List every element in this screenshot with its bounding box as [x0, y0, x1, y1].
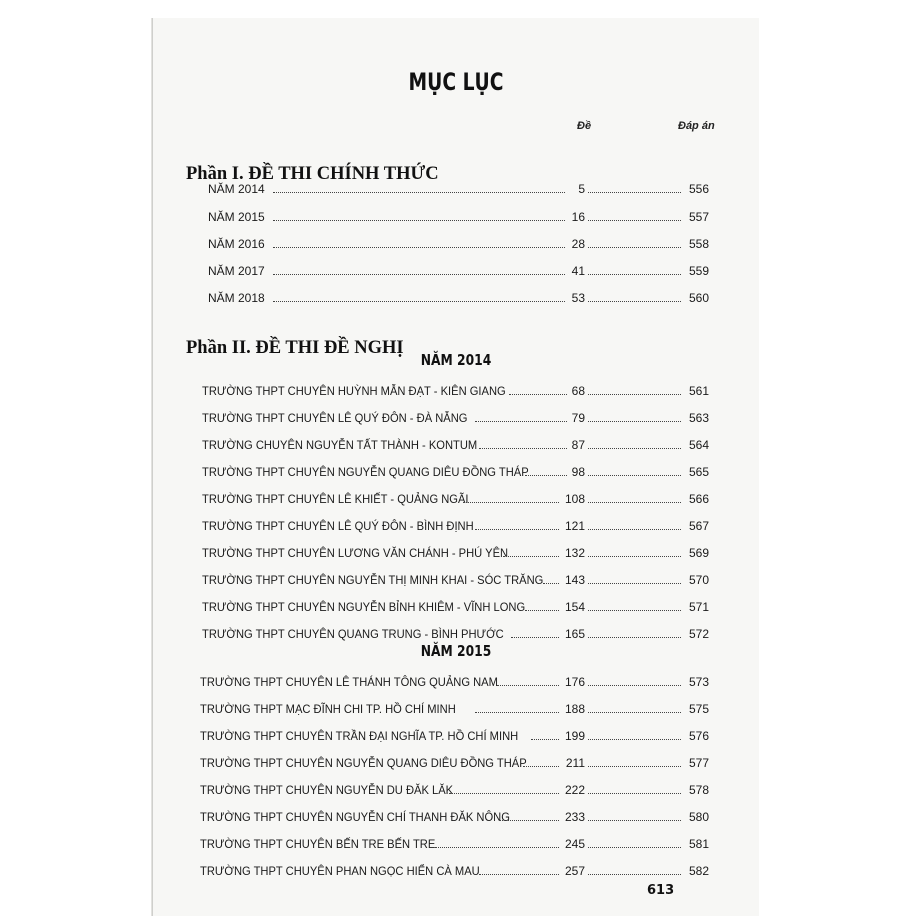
toc-row-de: 98 — [571, 465, 585, 479]
toc-row-dap-an: 563 — [688, 411, 709, 425]
column-header-de: Đề — [577, 120, 592, 132]
part2-heading: Phần II. ĐỀ THI ĐỀ NGHỊ — [186, 338, 404, 358]
toc-row — [153, 544, 759, 560]
toc-row-dap-an: 560 — [688, 291, 709, 305]
toc-row-label: NĂM 2018 — [208, 291, 265, 305]
dot-leader — [479, 874, 559, 875]
toc-row-dap-an: 582 — [688, 864, 709, 878]
toc-row-label: NĂM 2016 — [208, 237, 265, 251]
toc-row-label: TRƯỜNG THPT CHUYÊN BẾN TRE BẾN TRE — [200, 837, 436, 851]
dot-leader — [588, 583, 681, 584]
toc-row-de: 121 — [564, 519, 585, 533]
toc-row-de: 53 — [571, 291, 585, 305]
toc-row — [153, 262, 759, 278]
dot-leader — [525, 475, 567, 476]
dot-leader — [509, 394, 567, 395]
toc-row-label: TRƯỜNG THPT CHUYÊN PHAN NGỌC HIỂN CÀ MAU — [200, 864, 480, 878]
dot-leader — [588, 220, 681, 221]
toc-row — [153, 409, 759, 425]
toc-row-dap-an: 559 — [688, 264, 709, 278]
dot-leader — [588, 610, 681, 611]
toc-row-dap-an: 573 — [688, 675, 709, 689]
toc-row-label: TRƯỜNG THPT MẠC ĐĨNH CHI TP. HỒ CHÍ MINH — [200, 702, 456, 716]
dot-leader — [588, 274, 681, 275]
toc-row — [153, 436, 759, 452]
toc-row-label: TRƯỜNG THPT CHUYÊN LƯƠNG VĂN CHÁNH - PHÚ YÊN — [202, 546, 509, 560]
toc-row — [153, 673, 759, 689]
toc-row-dap-an: 576 — [688, 729, 709, 743]
toc-row-de: 87 — [571, 438, 585, 452]
toc-row-de: 245 — [564, 837, 585, 851]
toc-row-label: TRƯỜNG THPT CHUYÊN TRẦN ĐẠI NGHĨA TP. HỒ CHÍ MINH — [200, 729, 519, 743]
toc-row-dap-an: 564 — [688, 438, 709, 452]
dot-leader — [588, 529, 681, 530]
dot-leader — [475, 421, 567, 422]
toc-row-label: NĂM 2015 — [208, 210, 265, 224]
book-page — [152, 18, 759, 916]
toc-row-label: NĂM 2014 — [208, 182, 265, 196]
toc-row-label: TRƯỜNG THPT CHUYÊN NGUYỄN DU ĐĂK LĂK — [200, 783, 454, 797]
toc-row — [153, 625, 759, 641]
toc-row-label: TRƯỜNG THPT CHUYÊN QUANG TRUNG - BÌNH PHƯỚC — [202, 627, 504, 641]
toc-row-dap-an: 566 — [688, 492, 709, 506]
dot-leader — [588, 247, 681, 248]
toc-row-dap-an: 570 — [688, 573, 709, 587]
dot-leader — [588, 448, 681, 449]
toc-row-de: 5 — [578, 182, 585, 196]
toc-row-de: 68 — [571, 384, 585, 398]
toc-row — [153, 598, 759, 614]
toc-row — [153, 781, 759, 797]
dot-leader — [479, 448, 567, 449]
toc-row-de: 41 — [571, 264, 585, 278]
toc-row — [153, 382, 759, 398]
toc-row-dap-an: 557 — [688, 210, 709, 224]
toc-row-dap-an: 561 — [688, 384, 709, 398]
dot-leader — [588, 394, 681, 395]
toc-row-label: TRƯỜNG THPT CHUYÊN NGUYỄN QUANG DIÊU ĐỒNG THÁP — [200, 756, 527, 770]
toc-row — [153, 754, 759, 770]
toc-row-label: TRƯỜNG THPT CHUYÊN NGUYỄN THỊ MINH KHAI - SÓC TRĂNG — [202, 573, 544, 587]
dot-leader — [588, 637, 681, 638]
dot-leader — [499, 820, 559, 821]
toc-row-label: TRƯỜNG THPT CHUYÊN NGUYỄN QUANG DIÊU ĐỒNG THÁP — [202, 465, 529, 479]
toc-row-de: 108 — [564, 492, 585, 506]
toc-row-de: 199 — [564, 729, 585, 743]
year-heading-2014: NĂM 2014 — [420, 351, 492, 369]
toc-row-de: 233 — [564, 810, 585, 824]
dot-leader — [588, 421, 681, 422]
dot-leader — [588, 301, 681, 302]
toc-row-dap-an: 569 — [688, 546, 709, 560]
toc-row-de: 176 — [564, 675, 585, 689]
year-heading-2015: NĂM 2015 — [420, 642, 492, 660]
toc-row-de: 165 — [564, 627, 585, 641]
toc-row-dap-an: 577 — [688, 756, 709, 770]
toc-row-label: TRƯỜNG CHUYÊN NGUYỄN TẤT THÀNH - KONTUM — [202, 438, 478, 452]
toc-row-de: 257 — [564, 864, 585, 878]
toc-row-de: 154 — [564, 600, 585, 614]
toc-row-label: TRƯỜNG THPT CHUYÊN LÊ THÁNH TÔNG QUẢNG NAM — [200, 675, 498, 689]
dot-leader — [273, 301, 565, 302]
dot-leader — [475, 712, 559, 713]
toc-row-label: TRƯỜNG THPT CHUYÊN NGUYỄN BỈNH KHIÊM - VĨNH LONG — [202, 600, 526, 614]
toc-row-de: 16 — [571, 210, 585, 224]
dot-leader — [588, 712, 681, 713]
dot-leader — [588, 192, 681, 193]
part1-heading: Phần I. ĐỀ THI CHÍNH THỨC — [186, 164, 439, 184]
toc-row-de: 132 — [564, 546, 585, 560]
toc-row-label: TRƯỜNG THPT CHUYÊN HUỲNH MẪN ĐẠT - KIÊN GIANG — [202, 384, 506, 398]
dot-leader — [511, 637, 559, 638]
dot-leader — [273, 247, 565, 248]
dot-leader — [588, 475, 681, 476]
toc-row-dap-an: 581 — [688, 837, 709, 851]
toc-row-label: TRƯỜNG THPT CHUYÊN LÊ QUÝ ĐÔN - BÌNH ĐỊNH — [202, 519, 474, 533]
toc-row-dap-an: 565 — [688, 465, 709, 479]
dot-leader — [273, 274, 565, 275]
dot-leader — [273, 192, 565, 193]
dot-leader — [588, 847, 681, 848]
dot-leader — [475, 529, 559, 530]
toc-row — [153, 235, 759, 251]
toc-row-label: TRƯỜNG THPT CHUYÊN LÊ KHIẾT - QUẢNG NGÃI — [202, 492, 469, 506]
toc-row-dap-an: 567 — [688, 519, 709, 533]
dot-leader — [588, 556, 681, 557]
dot-leader — [588, 874, 681, 875]
toc-row-de: 79 — [571, 411, 585, 425]
toc-row-label: TRƯỜNG THPT CHUYÊN LÊ QUÝ ĐÔN - ĐÀ NẴNG — [202, 411, 468, 425]
toc-row-dap-an: 572 — [688, 627, 709, 641]
dot-leader — [588, 739, 681, 740]
toc-row-de: 143 — [564, 573, 585, 587]
dot-leader — [588, 685, 681, 686]
toc-row-dap-an: 571 — [688, 600, 709, 614]
toc-row — [153, 835, 759, 851]
toc-row-label: TRƯỜNG THPT CHUYÊN NGUYỄN CHÍ THANH ĐĂK NÔNG — [200, 810, 510, 824]
dot-leader — [449, 793, 559, 794]
toc-row-label: NĂM 2017 — [208, 264, 265, 278]
toc-row — [153, 862, 759, 878]
dot-leader — [435, 847, 559, 848]
toc-row — [153, 571, 759, 587]
dot-leader — [523, 766, 559, 767]
dot-leader — [588, 793, 681, 794]
column-header-dap-an: Đáp án — [678, 120, 715, 132]
dot-leader — [588, 766, 681, 767]
toc-row — [153, 808, 759, 824]
toc-row — [153, 208, 759, 224]
dot-leader — [588, 820, 681, 821]
toc-row — [153, 517, 759, 533]
dot-leader — [503, 556, 559, 557]
toc-row — [153, 490, 759, 506]
dot-leader — [497, 685, 559, 686]
toc-row-dap-an: 580 — [688, 810, 709, 824]
dot-leader — [273, 220, 565, 221]
toc-row — [153, 463, 759, 479]
dot-leader — [543, 583, 559, 584]
dot-leader — [588, 502, 681, 503]
toc-row-dap-an: 556 — [688, 182, 709, 196]
toc-row — [153, 700, 759, 716]
toc-row-de: 28 — [571, 237, 585, 251]
page-number: 613 — [647, 883, 675, 898]
toc-row-de: 211 — [565, 756, 585, 770]
toc-row-dap-an: 578 — [688, 783, 709, 797]
dot-leader — [525, 610, 559, 611]
toc-row-de: 188 — [564, 702, 585, 716]
page-title: MỤC LỤC — [408, 68, 504, 96]
toc-row — [153, 727, 759, 743]
toc-row-de: 222 — [564, 783, 585, 797]
dot-leader — [463, 502, 559, 503]
dot-leader — [531, 739, 559, 740]
toc-row — [153, 289, 759, 305]
toc-row-dap-an: 558 — [688, 237, 709, 251]
toc-row — [153, 180, 759, 196]
toc-row-dap-an: 575 — [688, 702, 709, 716]
